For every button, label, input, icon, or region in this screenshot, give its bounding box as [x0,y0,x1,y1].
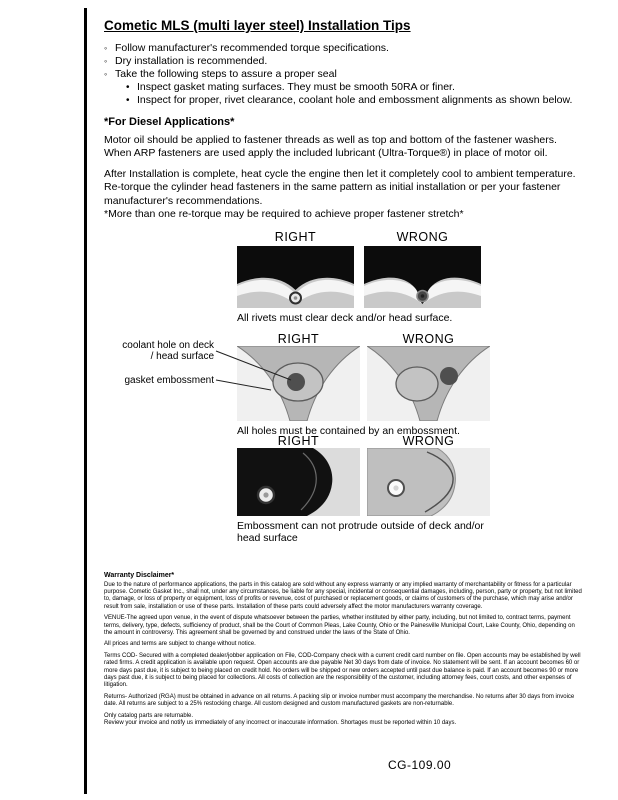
row2-wrong-label: WRONG [402,332,455,346]
rivet-covered-diagram [364,246,481,308]
sub-list-item [104,94,586,107]
disclaimer-paragraph: VENUE-The agreed upon venue, in the event of dispute whatsoever between the parties, whether instituted by either party, including, but not limited to, contract terms, payment terms, delivery, type, defects, sufficiency of product, shall be the Court of Common Pleas, Lake County, Ohio or the Painesville Municipal Court, Lake County, Ohio, depending on the amount in controversy. This agreement shall be governed by and construed under the laws of the State of Ohio. [104,615,575,636]
row2-caption: All holes must be contained by an embossment. [237,425,460,437]
row1-caption: All rivets must clear deck and/or head surface. [237,312,453,324]
row2-right-label: RIGHT [277,332,320,346]
row3-wrong-image [367,448,490,516]
hole-contained-diagram [237,346,360,421]
row3-right-label: RIGHT [277,434,320,448]
disclaimer-paragraph: Review your invoice and notify us immediately of any incorrect or inaccurate information. Shortages must be reported within 10 days. [104,719,457,726]
sub-list-item [104,81,586,94]
row2-wrong-image [367,346,490,421]
open-bullet-icon [104,42,115,55]
diesel-applications-heading: *For Diesel Applications* [104,116,235,128]
disclaimer-paragraph: All prices and terms are subject to change without notice. [104,641,256,648]
installation-tips-list [104,42,586,107]
sub-list-item-text: Inspect for proper, rivet clearance, coolant hole and embossment alignments as shown below. [137,94,573,106]
retorque-note: *More than one re-torque may be required to achieve proper fastener stretch* [104,208,464,220]
disclaimer-paragraph: Due to the nature of performance applications, the parts in this catalog are sold without any express warranty or any implied warranty of merchantability or fitness for a particular purpose. Cometic Gasket Inc., shall not, under any circumstances, be liable for any special, incidental or consequential damages, including, person, party or property, but not limited to, damage, or loss of property or equipment, loss of profits or revenue, cost of purchased or replacement goods, or claims of customers of the purchase, which may arise and/or result from sale, installation or use of these parts. Installation of these parts could adversely affect the motor manufacturers warranty coverage. [104,582,582,610]
disclaimer-paragraph: Only catalog parts are returnable. [104,712,194,719]
list-item-text: Follow manufacturer's recommended torque specifications. [115,42,389,54]
sub-list-item-text: Inspect gasket mating surfaces. They must be smooth 50RA or finer. [137,81,455,93]
list-item-text: Take the following steps to assure a proper seal [115,68,337,80]
embossment-protruding-diagram [367,448,490,516]
open-bullet-icon [104,68,115,81]
rivet-clear-diagram [237,246,354,308]
hole-outside-diagram [367,346,490,421]
row1-wrong-label: WRONG [396,230,449,244]
page-title: Cometic MLS (multi layer steel) Installation Tips [104,18,411,33]
solid-bullet-icon [126,94,137,107]
warranty-disclaimer-heading: Warranty Disclaimer* [104,572,175,579]
list-item [104,55,586,68]
disclaimer-paragraph: Terms COD- Secured with a completed dealer/jobber application on File, COD-Company check with a current credit card number on file. Open accounts may be established by well rated firms. A credit application is available upon request. Open accounts are due payable Net 30 days from date of invoice. No statement will be sent. If an account becomes 60 or more days past due, it is subject to being placed on credit hold. No orders will be shipped or new orders accepted until past due balance is paid. If an account becomes 90 or more days past due, it is subject to being placed for collections. All costs of collection are the responsibility of the customer, including attorney fees, court costs, and other expenses of litigation. [104,653,581,688]
warranty-disclaimer-text [104,582,582,731]
list-item [104,42,586,55]
open-bullet-icon [104,55,115,68]
disclaimer-paragraph: Returns- Authorized (RGA) must be obtained in advance on all returns. A packing slip or invoice number must accompany the merchandise. No returns after 30 days from invoice date. All returns are subject to a 25% restocking charge. All custom designed and custom manufactured gaskets are non-returnable. [104,693,575,707]
coolant-hole-label: coolant hole on deck / head surface [122,340,214,362]
solid-bullet-icon [126,81,137,94]
embossment-inside-diagram [237,448,360,516]
row2-right-image [237,346,360,421]
page-code: CG-109.00 [388,758,452,772]
gasket-embossment-label: gasket embossment [124,375,214,386]
diesel-paragraph-2: After Installation is complete, heat cycle the engine then let it completely cool to ambient temperature. Re-torque the cylinder head fasteners in the same pattern as initial installation or per your fastener manufacturer's recommendations. [104,168,576,207]
diagram-section [0,226,618,556]
row1-right-image [237,246,354,308]
row1-wrong-image [364,246,481,308]
row3-wrong-label: WRONG [402,434,455,448]
diesel-paragraph-1: Motor oil should be applied to fastener threads as well as top and bottom of the fastener washers. When ARP fasteners are used apply the included lubricant (Ultra-Torque®) in place of motor oil. [104,134,557,160]
row3-caption: Embossment can not protrude outside of deck and/or head surface [237,520,484,544]
row1-right-label: RIGHT [274,230,317,244]
row3-right-image [237,448,360,516]
list-item [104,68,586,81]
list-item-text: Dry installation is recommended. [115,55,268,67]
